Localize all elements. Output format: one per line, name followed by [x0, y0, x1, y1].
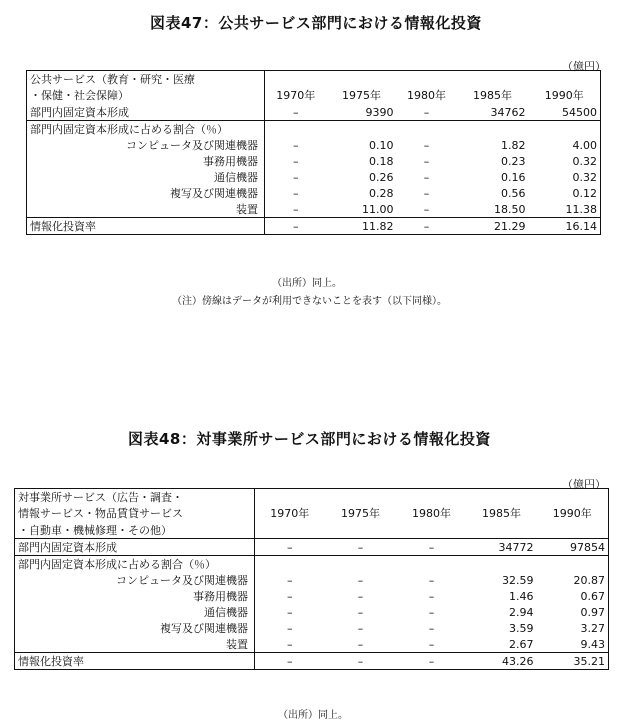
table-cell: –: [287, 605, 293, 619]
table-cell: 9.43: [537, 636, 609, 653]
table47-year-1975: 1975年: [342, 89, 381, 102]
table48-title: 図表48：対事業所サービス部門における情報化投資: [128, 430, 491, 448]
table48-unit: （億円）: [562, 478, 606, 491]
table-cell: –: [357, 573, 364, 587]
table48-year-1975: 1975年: [341, 507, 380, 520]
table-cell: –: [293, 202, 299, 216]
table47-rate-label: 情報化投資率: [27, 218, 265, 235]
table-cell: –: [287, 654, 293, 668]
table47-share-label: 部門内固定資本形成に占める割合（％）: [27, 121, 265, 138]
table48-header-line1: 対事業所サービス（広告・調査・: [15, 489, 255, 506]
table-cell: 0.28: [369, 186, 394, 200]
table47-row-label: 複写及び関連機器: [27, 185, 265, 201]
table-cell: 35.21: [537, 653, 609, 670]
table48-year-1980: 1980年: [412, 507, 451, 520]
table-cell: –: [428, 621, 435, 635]
table47-year-1970: 1970年: [276, 89, 316, 102]
table47-year-1985: 1985年: [473, 89, 512, 102]
table-cell: 20.87: [537, 572, 609, 588]
table-cell: –: [287, 573, 293, 587]
table-cell: 54500: [529, 104, 601, 121]
table47-row-label: 通信機器: [27, 169, 265, 185]
table-cell: 0.56: [501, 186, 526, 200]
table-cell: –: [287, 540, 293, 554]
table47: [26, 70, 601, 235]
table-cell: –: [423, 219, 430, 233]
table-cell: –: [293, 219, 299, 233]
table47-year-1990: 1990年: [529, 87, 601, 104]
table48: [14, 488, 609, 670]
table-cell: –: [287, 637, 293, 651]
table-cell: –: [293, 170, 299, 184]
table-cell: –: [423, 138, 430, 152]
table-cell: –: [357, 637, 364, 651]
table-cell: 0.12: [529, 185, 601, 201]
table-cell: 0.32: [529, 153, 601, 169]
table47-row-label: 事務用機器: [27, 153, 265, 169]
table-cell: –: [293, 138, 299, 152]
table-cell: 16.14: [529, 218, 601, 235]
table-cell: 1.46: [509, 589, 534, 603]
table48-row-label: 複写及び関連機器: [15, 620, 255, 636]
table-cell: –: [357, 621, 364, 635]
table-cell: 2.67: [509, 637, 534, 651]
table-cell: 9390: [365, 105, 394, 119]
table-cell: 32.59: [502, 573, 534, 587]
table-cell: 3.27: [537, 620, 609, 636]
table48-share-label: 部門内固定資本形成に占める割合（％）: [15, 556, 255, 573]
table-cell: 34762: [490, 105, 526, 119]
table-cell: 43.26: [502, 654, 534, 668]
table48-row-label: コンピュータ及び関連機器: [15, 572, 255, 588]
table-cell: 11.00: [362, 202, 394, 216]
table-cell: 2.94: [509, 605, 534, 619]
table-cell: –: [423, 202, 430, 216]
table-cell: –: [287, 589, 293, 603]
table48-capital-label: 部門内固定資本形成: [15, 539, 255, 556]
table-cell: 0.16: [501, 170, 526, 184]
table47-row-label: コンピュータ及び関連機器: [27, 137, 265, 153]
table-cell: 21.29: [494, 219, 526, 233]
table-cell: 4.00: [529, 137, 601, 153]
table-cell: 0.26: [369, 170, 394, 184]
table47-header-line2: ・保健・社会保障）: [27, 87, 265, 104]
table-cell: –: [428, 637, 435, 651]
table-cell: 11.38: [529, 201, 601, 218]
table-cell: 3.59: [509, 621, 534, 635]
table-cell: –: [357, 589, 364, 603]
table47-source: （出所）同上。: [272, 278, 342, 289]
table-cell: –: [423, 186, 430, 200]
table-cell: –: [293, 186, 299, 200]
table47-note: （注）傍線はデータが利用できないことを表す（以下同様）。: [172, 296, 447, 307]
table-cell: –: [423, 154, 430, 168]
table-cell: –: [423, 170, 430, 184]
table48-year-1970: 1970年: [270, 507, 310, 520]
table-cell: 0.23: [501, 154, 526, 168]
table48-row-label: 装置: [15, 636, 255, 653]
table-cell: 18.50: [494, 202, 526, 216]
table47-year-1980: 1980年: [407, 89, 446, 102]
table48-header-line2: 情報サービス・物品賃貸サービス: [15, 505, 255, 522]
table-cell: –: [357, 654, 364, 668]
table-cell: 97854: [537, 539, 609, 556]
table47-capital-label: 部門内固定資本形成: [27, 104, 265, 121]
table-cell: 34772: [498, 540, 534, 554]
table-cell: 0.67: [537, 588, 609, 604]
table48-row-label: 通信機器: [15, 604, 255, 620]
table48-row-label: 事務用機器: [15, 588, 255, 604]
table-cell: 0.10: [369, 138, 394, 152]
table-cell: –: [428, 654, 435, 668]
table-cell: 11.82: [362, 219, 394, 233]
table47-title: 図表47：公共サービス部門における情報化投資: [150, 14, 482, 32]
table-cell: 0.97: [537, 604, 609, 620]
table-cell: 0.18: [369, 154, 394, 168]
table48-header-line3: ・自動車・機械修理・その他）: [15, 522, 255, 539]
table48-rate-label: 情報化投資率: [15, 653, 255, 670]
table48-year-1985: 1985年: [482, 507, 521, 520]
table-cell: –: [428, 589, 435, 603]
table-cell: 1.82: [501, 138, 526, 152]
table48-year-1990: 1990年: [537, 505, 609, 522]
table-cell: –: [357, 605, 364, 619]
table-cell: –: [428, 540, 435, 554]
table-cell: –: [287, 621, 293, 635]
table47-row-label: 装置: [27, 201, 265, 218]
table-cell: –: [423, 105, 430, 119]
table47-header-line1: 公共サービス（教育・研究・医療: [27, 71, 265, 88]
table-cell: –: [428, 605, 435, 619]
table-cell: –: [293, 154, 299, 168]
table-cell: –: [357, 540, 364, 554]
table-cell: –: [293, 105, 299, 119]
table-cell: –: [428, 573, 435, 587]
table47-unit: （億円）: [562, 60, 606, 73]
table48-source: （出所）同上。: [278, 710, 348, 721]
table-cell: 0.32: [529, 169, 601, 185]
